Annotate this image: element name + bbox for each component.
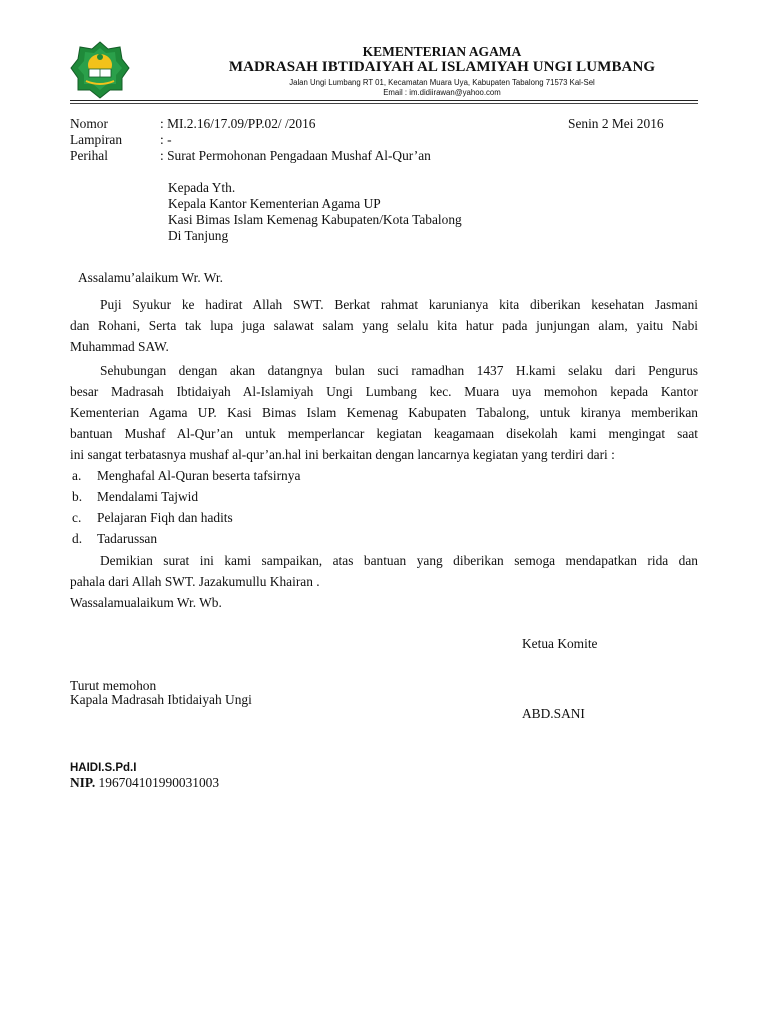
lampiran-value: : - xyxy=(160,132,172,147)
school-address: Jalan Ungi Lumbang RT 01, Kecamatan Muara Uya, Kabupaten Tabalong 71573 Kal-Sel xyxy=(289,78,595,87)
school-email: Email : im.didiirawan@yahoo.com xyxy=(383,88,501,97)
list-marker: d. xyxy=(72,531,83,546)
school-name: MADRASAH IBTIDAIYAH AL ISLAMIYAH UNGI LUMBANG xyxy=(228,59,656,75)
paragraph-line: Muhammad SAW. xyxy=(70,339,169,354)
lampiran-label: Lampiran xyxy=(70,132,123,147)
closing-salutation: Wassalamualaikum Wr. Wb. xyxy=(70,595,222,610)
perihal-value: : Surat Permohonan Pengadaan Mushaf Al-Qur’an xyxy=(160,148,431,163)
headmaster-name: HAIDI.S.Pd.I xyxy=(70,762,137,774)
paragraph-line: besar Madrasah Ibtidaiyah Al-Islamiyah Ungi Lumbang kec. Muara uya memohon kepada Kantor xyxy=(70,384,698,399)
recipient-line: Kasi Bimas Islam Kemenag Kabupaten/Kota Tabalong xyxy=(168,212,462,227)
list-item: Menghafal Al-Quran beserta tafsirnya xyxy=(97,468,301,483)
header-divider-thin xyxy=(70,103,698,104)
paragraph-line: bantuan Mushaf Al-Qur’an untuk memperlancar kegiatan keagamaan disekolah kami mengingat saat xyxy=(70,426,698,441)
paragraph-line: Demikian surat ini kami sampaikan, atas bantuan yang diberikan semoga mendapatkan rida dan xyxy=(100,553,698,568)
perihal-label: Perihal xyxy=(70,148,108,163)
body-paragraph-2 xyxy=(70,360,698,465)
paragraph-line: Puji Syukur ke hadirat Allah SWT. Berkat rahmat karunianya kita diberikan kesehatan Jasmani xyxy=(100,297,698,312)
header-divider xyxy=(70,100,698,101)
list-marker: c. xyxy=(72,510,82,525)
list-item: Mendalami Tajwid xyxy=(97,489,199,504)
paragraph-line: Kementerian Agama UP. Kasi Bimas Islam Kemenag Kabupaten Tabalong, untuk kiranya memberikan xyxy=(70,405,698,420)
nomor-value: : MI.2.16/17.09/PP.02/ /2016 xyxy=(160,116,316,131)
list-marker: b. xyxy=(72,489,83,504)
co-sign-line: Kapala Madrasah Ibtidaiyah Ungi xyxy=(70,692,252,707)
list-item: Tadarussan xyxy=(97,531,158,546)
nip-label: NIP. xyxy=(70,775,96,790)
ministry-name: KEMENTERIAN AGAMA xyxy=(362,44,522,59)
recipient-line: Di Tanjung xyxy=(168,228,229,243)
co-sign-line: Turut memohon xyxy=(70,678,157,693)
recipient-line: Kepada Yth. xyxy=(168,180,236,195)
nip-line xyxy=(70,775,219,791)
body-paragraph-1 xyxy=(70,294,698,357)
list-item: Pelajaran Fiqh dan hadits xyxy=(97,510,233,525)
letter-date: Senin 2 Mei 2016 xyxy=(568,116,664,131)
committee-title: Ketua Komite xyxy=(522,636,598,651)
recipient-line: Kepala Kantor Kementerian Agama UP xyxy=(168,196,381,211)
paragraph-line: Sehubungan dengan akan datangnya bulan suci ramadhan 1437 H.kami selaku dari Pengurus xyxy=(100,363,698,378)
nomor-label: Nomor xyxy=(70,116,108,131)
list-marker: a. xyxy=(72,468,82,483)
greeting: Assalamu’alaikum Wr. Wr. xyxy=(78,270,223,285)
committee-name: ABD.SANI xyxy=(522,706,585,721)
paragraph-line: ini sangat terbatasnya mushaf al-qur’an.hal ini berkaitan dengan lancarnya kegiatan yang terdiri dari : xyxy=(70,447,615,462)
paragraph-line: dan Rohani, Serta tak lupa juga salawat salam yang selalu kita hatur pada junjungan alam, yaitu Nabi xyxy=(70,318,698,333)
ministry-logo-icon xyxy=(70,41,130,99)
nip-value: 196704101990031003 xyxy=(98,775,220,790)
paragraph-line: pahala dari Allah SWT. Jazakumullu Khairan . xyxy=(70,574,320,589)
body-paragraph-3 xyxy=(70,550,698,592)
